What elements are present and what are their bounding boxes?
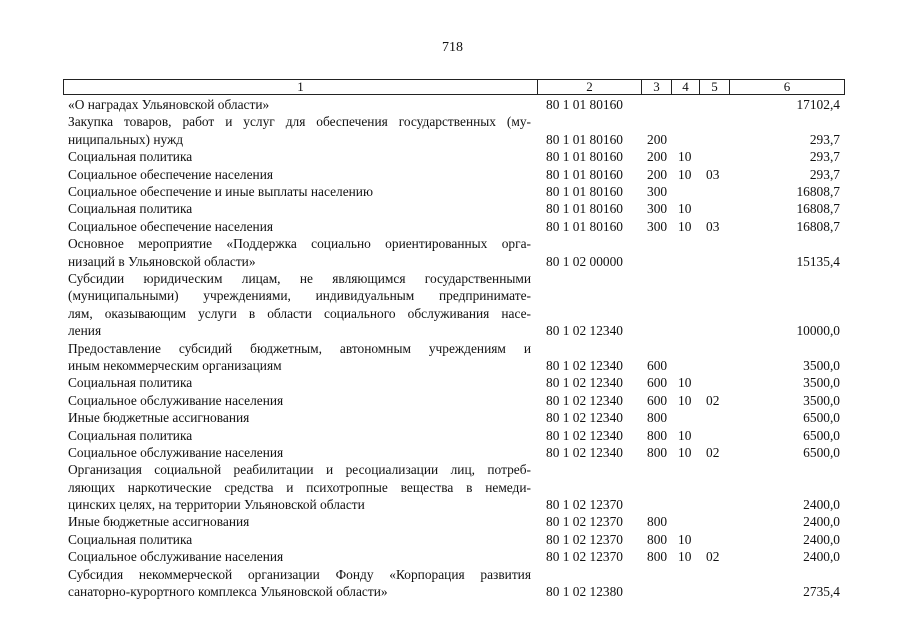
row-name-line: иным некоммерческим организациям (68, 357, 282, 373)
row-name (68, 566, 531, 601)
row-code: 80 1 01 80160 (546, 166, 623, 182)
row-name-line: санаторно-курортного комплекса Ульяновской области» (68, 584, 388, 600)
row-name (68, 444, 531, 461)
row-name-line: Субсидии юридическим лицам, не являющимся государственными (68, 270, 531, 286)
row-name-line: ниципальных) нужд (68, 131, 184, 147)
row-name-line: Основное мероприятие «Поддержка социально ориентированных орга- (68, 236, 531, 252)
row-code: 80 1 02 12370 (546, 549, 623, 565)
row-amount: 2400,0 (803, 514, 840, 530)
row-expense-type: 300 (647, 218, 668, 234)
row-name (68, 148, 531, 165)
row-name (68, 270, 531, 340)
page-number: 718 (442, 40, 463, 55)
row-amount: 6500,0 (803, 427, 840, 443)
table-row (0, 444, 905, 461)
row-name-line: Организация социальной реабилитации и ресоциализации лиц, потреб- (68, 462, 531, 478)
row-name (68, 166, 531, 183)
row-name (68, 461, 531, 513)
row-amount: 3500,0 (803, 357, 840, 373)
row-name-line: Социальная политика (68, 201, 193, 217)
table-row (0, 218, 905, 235)
row-name (68, 427, 531, 444)
row-amount: 16808,7 (796, 201, 840, 217)
row-subsection: 02 (706, 549, 720, 565)
row-code: 80 1 02 12380 (546, 584, 623, 600)
row-name (68, 392, 531, 409)
column-header-6: 6 (730, 80, 845, 95)
row-name-line: лям, оказывающим услуги в области социального обслуживания насе- (68, 305, 531, 321)
table-row (0, 148, 905, 165)
row-name-line: Иные бюджетные ассигнования (68, 514, 250, 530)
row-expense-type: 800 (647, 444, 668, 460)
row-name-line: Субсидия некоммерческой организации Фонду «Корпорация развития (68, 566, 531, 582)
table-row (0, 566, 905, 601)
row-expense-type: 800 (647, 427, 668, 443)
table-row (0, 531, 905, 548)
row-name-line: Предоставление субсидий бюджетным, автономным учреждениям и (68, 340, 531, 356)
row-code: 80 1 02 12340 (546, 410, 623, 426)
row-subsection: 02 (706, 444, 720, 460)
row-name-line: Социальная политика (68, 375, 193, 391)
row-code: 80 1 02 12340 (546, 444, 623, 460)
table-row (0, 461, 905, 513)
row-name (68, 531, 531, 548)
table-row (0, 166, 905, 183)
row-amount: 3500,0 (803, 392, 840, 408)
row-subsection: 02 (706, 392, 720, 408)
row-name (68, 113, 531, 148)
row-section: 10 (678, 201, 692, 217)
row-amount: 2735,4 (803, 584, 840, 600)
row-code: 80 1 02 12340 (546, 357, 623, 373)
column-header-row (63, 79, 845, 95)
row-section: 10 (678, 549, 692, 565)
row-name-line: Социальное обеспечение и иные выплаты населению (68, 183, 373, 199)
row-code: 80 1 01 80160 (546, 218, 623, 234)
row-amount: 293,7 (809, 166, 840, 182)
row-name (68, 218, 531, 235)
row-section: 10 (678, 375, 692, 391)
row-code: 80 1 01 80160 (546, 131, 623, 147)
row-name-line: низаций в Ульяновской области» (68, 253, 256, 269)
column-header-3: 3 (642, 80, 672, 95)
row-name (68, 374, 531, 391)
table-row (0, 270, 905, 340)
row-name (68, 96, 531, 113)
row-section: 10 (678, 392, 692, 408)
row-code: 80 1 02 12370 (546, 514, 623, 530)
row-amount: 15135,4 (796, 253, 840, 269)
table-row (0, 409, 905, 426)
row-name-line: Социальное обслуживание населения (68, 444, 284, 460)
column-header-5: 5 (700, 80, 730, 95)
table-row (0, 374, 905, 391)
row-amount: 293,7 (809, 131, 840, 147)
row-name-line: Социальное обеспечение населения (68, 218, 274, 234)
row-name-line: ляющих наркотические средства и психотропные вещества в немеди- (68, 479, 531, 495)
table-row (0, 392, 905, 409)
row-expense-type: 600 (647, 392, 668, 408)
row-section: 10 (678, 444, 692, 460)
row-name-line: (муниципальными) учреждениями, индивидуальным предпринимате- (68, 288, 531, 304)
row-amount: 17102,4 (796, 97, 840, 112)
row-code: 80 1 01 80160 (546, 201, 623, 217)
row-amount: 2400,0 (803, 549, 840, 565)
row-name (68, 513, 531, 530)
column-header-1: 1 (64, 80, 538, 95)
table-row (0, 96, 905, 113)
row-subsection: 03 (706, 166, 720, 182)
row-amount: 2400,0 (803, 531, 840, 547)
row-name-line: ления (68, 323, 102, 339)
row-code: 80 1 01 80160 (546, 183, 623, 199)
table-row (0, 427, 905, 444)
row-name (68, 183, 531, 200)
row-expense-type: 600 (647, 375, 668, 391)
row-name (68, 235, 531, 270)
row-name-line: «О наградах Ульяновской области» (68, 97, 270, 112)
row-subsection: 03 (706, 218, 720, 234)
row-code: 80 1 01 80160 (546, 149, 623, 165)
row-name (68, 340, 531, 375)
row-amount: 10000,0 (796, 323, 840, 339)
row-name-line: Закупка товаров, работ и услуг для обеспечения государственных (му- (68, 114, 531, 130)
row-name-line: Социальное обеспечение населения (68, 166, 274, 182)
row-expense-type: 200 (647, 149, 668, 165)
column-header-4: 4 (672, 80, 700, 95)
row-code: 80 1 02 12340 (546, 323, 623, 339)
budget-table-body (0, 96, 905, 600)
row-expense-type: 200 (647, 131, 668, 147)
row-amount: 3500,0 (803, 375, 840, 391)
row-code: 80 1 02 12340 (546, 427, 623, 443)
row-expense-type: 800 (647, 531, 668, 547)
row-name-line: Социальное обслуживание населения (68, 392, 284, 408)
row-amount: 16808,7 (796, 218, 840, 234)
row-name (68, 409, 531, 426)
table-row (0, 200, 905, 217)
row-name-line: Социальная политика (68, 531, 193, 547)
row-section: 10 (678, 427, 692, 443)
row-amount: 2400,0 (803, 497, 840, 513)
row-code: 80 1 02 12340 (546, 375, 623, 391)
row-code: 80 1 02 12370 (546, 497, 623, 513)
row-section: 10 (678, 149, 692, 165)
row-amount: 6500,0 (803, 410, 840, 426)
row-name (68, 548, 531, 565)
row-section: 10 (678, 166, 692, 182)
row-name-line: цинских целях, на территории Ульяновской области (68, 497, 365, 513)
row-section: 10 (678, 218, 692, 234)
row-amount: 293,7 (809, 149, 840, 165)
table-row (0, 513, 905, 530)
row-name-line: Иные бюджетные ассигнования (68, 410, 250, 426)
row-code: 80 1 02 00000 (546, 253, 623, 269)
row-amount: 16808,7 (796, 183, 840, 199)
row-expense-type: 300 (647, 183, 668, 199)
row-expense-type: 200 (647, 166, 668, 182)
row-section: 10 (678, 531, 692, 547)
row-name-line: Социальное обслуживание населения (68, 549, 284, 565)
row-expense-type: 800 (647, 514, 668, 530)
row-name-line: Социальная политика (68, 427, 193, 443)
table-row (0, 113, 905, 148)
row-amount: 6500,0 (803, 444, 840, 460)
row-expense-type: 800 (647, 549, 668, 565)
row-name-line: Социальная политика (68, 149, 193, 165)
row-code: 80 1 02 12340 (546, 392, 623, 408)
row-expense-type: 300 (647, 201, 668, 217)
table-row (0, 183, 905, 200)
row-expense-type: 800 (647, 410, 668, 426)
row-name (68, 200, 531, 217)
table-row (0, 340, 905, 375)
row-code: 80 1 01 80160 (546, 97, 623, 112)
table-row (0, 235, 905, 270)
column-header-2: 2 (538, 80, 642, 95)
row-expense-type: 600 (647, 357, 668, 373)
row-code: 80 1 02 12370 (546, 531, 623, 547)
table-row (0, 548, 905, 565)
